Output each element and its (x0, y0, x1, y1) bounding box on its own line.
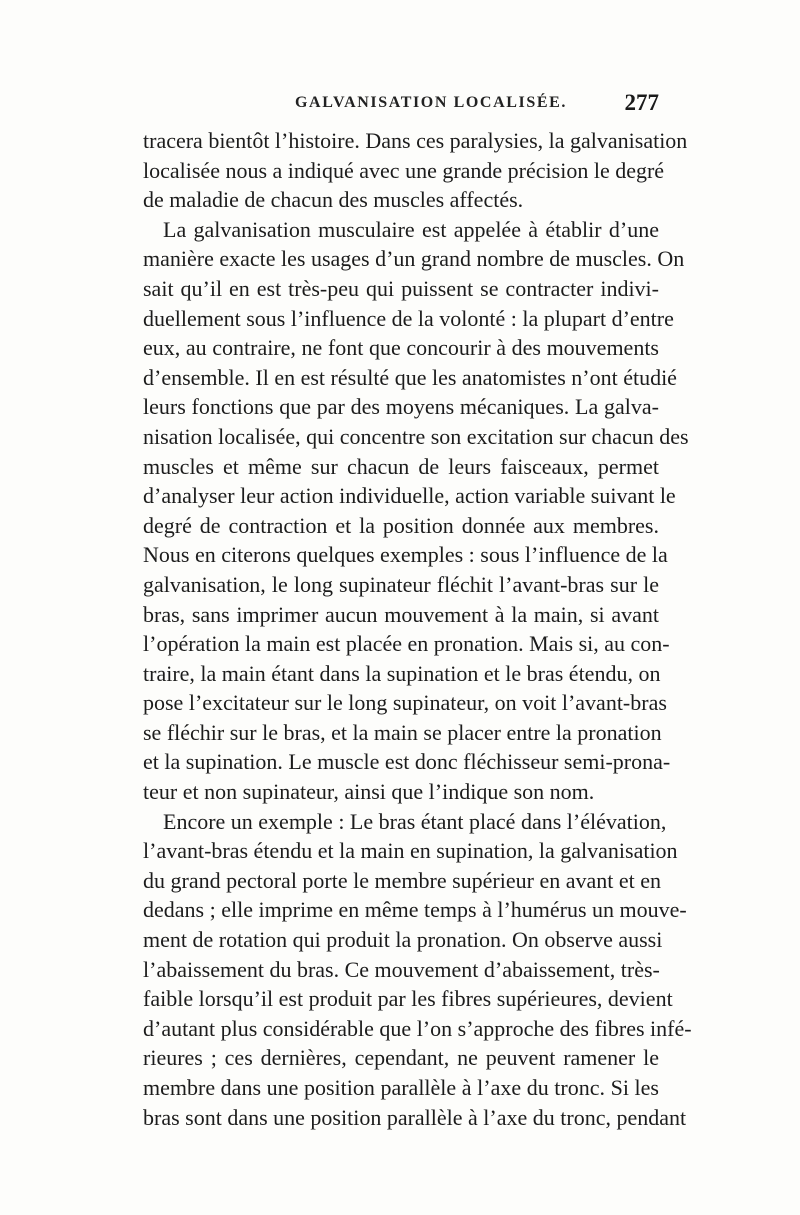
text-line: nisation localisée, qui concentre son excitation sur chacun des (143, 423, 689, 449)
text-line: du grand pectoral porte le membre supérieur en avant et en (143, 867, 661, 893)
text-line: sait qu’il en est très-peu qui puissent se contracter indivi- (143, 275, 659, 301)
text-line: duellement sous l’influence de la volonté : la plupart d’entre (143, 305, 674, 331)
text-line: localisée nous a indiqué avec une grande précision le degré (143, 157, 665, 183)
page-number: 277 (624, 90, 659, 115)
text-line: membre dans une position parallèle à l’axe du tronc. Si les (143, 1075, 659, 1100)
page-header (143, 92, 659, 122)
running-title: GALVANISATION LOCALISÉE. (295, 94, 567, 111)
text-line: se fléchir sur le bras, et la main se placer entre la pronation (143, 719, 662, 745)
text-line: d’analyser leur action individuelle, action variable suivant le (143, 483, 676, 509)
text-line: d’ensemble. Il en est résulté que les anatomistes n’ont étudié (143, 364, 677, 390)
text-line: leurs fonctions que par des moyens mécaniques. La galva- (143, 394, 659, 420)
text-line: et la supination. Le muscle est donc fléchisseur semi-prona- (143, 749, 671, 775)
text-line: degré de contraction et la position donnée aux membres. (143, 512, 659, 538)
text-line: muscles et même sur chacun de leurs faisceaux, permet (143, 453, 659, 479)
text-line: de maladie de chacun des muscles affectés. (143, 187, 524, 213)
text-line: manière exacte les usages d’un grand nombre de muscles. On (143, 246, 685, 272)
text-line: l’opération la main est placée en pronation. Mais si, au con- (143, 631, 670, 657)
text-line: eux, au contraire, ne font que concourir à des mouvements (143, 335, 659, 361)
text-line: Encore un exemple : Le bras étant placé dans l’élévation, (163, 808, 667, 834)
text-line: La galvanisation musculaire est appelée à établir d’une (163, 216, 659, 242)
text-line: galvanisation, le long supinateur fléchit l’avant-bras sur le (143, 571, 659, 597)
text-line: l’avant-bras étendu et la main en supination, la galvanisation (143, 838, 678, 864)
text-line: ment de rotation qui produit la pronation. On observe aussi (143, 927, 663, 953)
text-line: faible lorsqu’il est produit par les fibres supérieures, devient (143, 986, 673, 1012)
text-line: rieures ; ces dernières, cependant, ne peuvent ramener le (143, 1045, 659, 1071)
text-line: teur et non supinateur, ainsi que l’indique son nom. (143, 779, 595, 805)
text-line: Nous en citerons quelques exemples : sous l’influence de la (143, 542, 668, 568)
text-line: tracera bientôt l’histoire. Dans ces paralysies, la galvanisation (143, 128, 688, 153)
text-line: pose l’excitateur sur le long supinateur, on voit l’avant-bras (143, 690, 667, 716)
text-line: bras, sans imprimer aucun mouvement à la main, si avant (143, 601, 659, 627)
text-line: d’autant plus considérable que l’on s’approche des fibres infé- (143, 1015, 692, 1041)
body-text (143, 126, 692, 1132)
text-line: dedans ; elle imprime en même temps à l’humérus un mouve- (143, 897, 687, 923)
text-line: traire, la main étant dans la supination et le bras étendu, on (143, 660, 661, 686)
text-line: l’abaissement du bras. Ce mouvement d’abaissement, très- (143, 956, 660, 982)
text-line: bras sont dans une position parallèle à l’axe du tronc, pendant (143, 1104, 687, 1130)
